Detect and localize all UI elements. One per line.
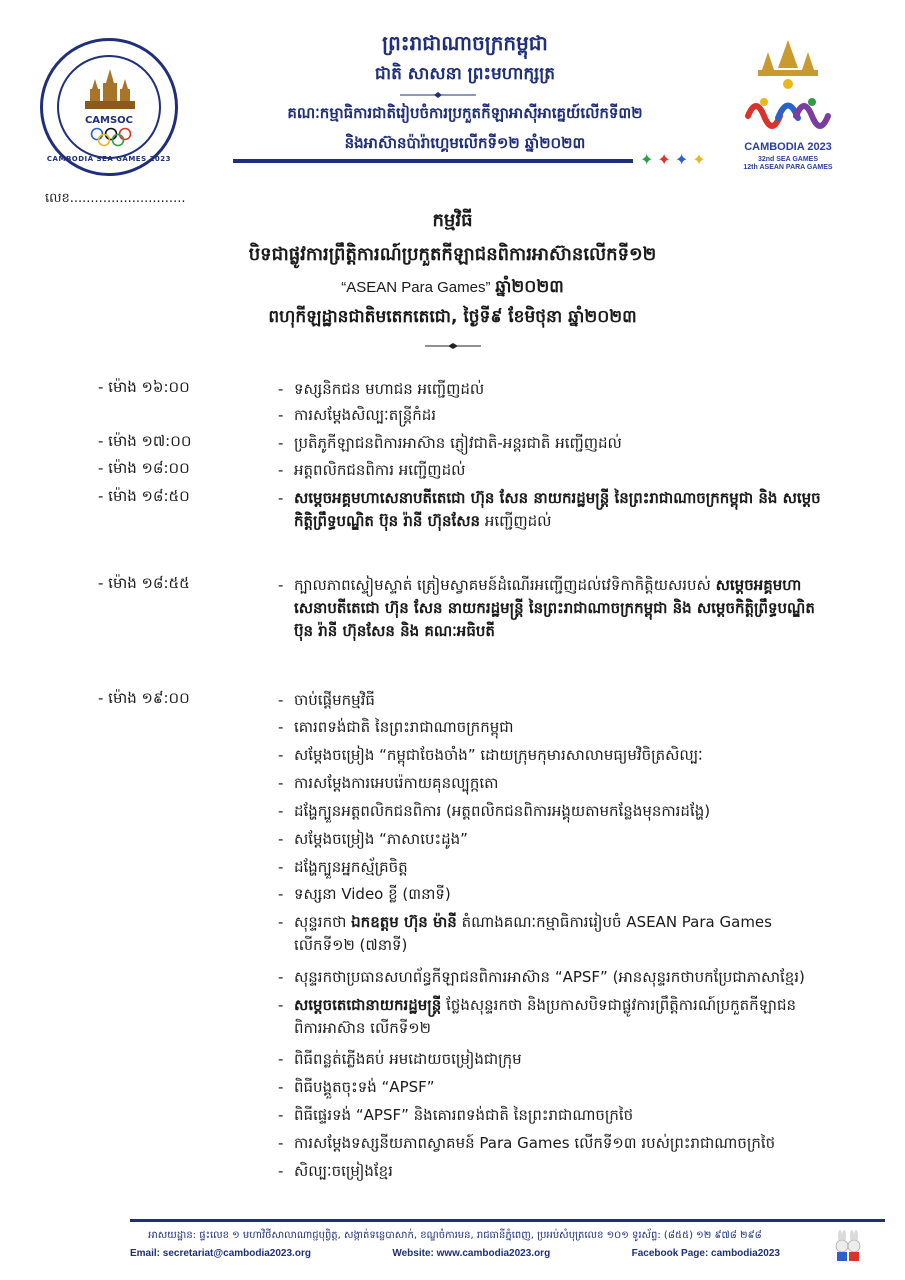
event-english-name: “ASEAN Para Games” [341,279,491,296]
program-item: - សម្តែងចម្រៀង “កម្ពុជាចែងចាំង” ដោយក្រុមកុមារសាលាមធ្យមវិចិត្រសិល្បៈ [278,746,703,764]
program-item: - អត្តពលិកជនពិការ អញ្ជើញដល់ [278,461,466,479]
games-logo-title: CAMBODIA 2023 [744,141,832,153]
reference-number: លេខ............................ [45,191,186,206]
dignitary-names: សម្តេចអគ្គមហាសេនាបតីតេជោ ហ៊ុន សែន នាយករដ្ឋមន្ត្រី នៃព្រះរាជាណាចក្រកម្ពុជា និង សម្តេចកិត្តិព្រឹទ្ធបណ្ឌិត ប៊ុន រ៉ានី ហ៊ុនសែន និង គណៈអធិបតី [294,576,815,640]
event-title: បិទជាផ្លូវការព្រឹត្តិការណ៍ប្រកួតកីឡាជនពិការអាស៊ានលើកទី១២ [248,244,657,265]
angkor-temple-icon [83,67,137,111]
time-slot: - ម៉ោង ១៨:៥៥ [98,574,190,592]
program-item: - សុន្ទរកថា ឯកឧត្តម ហ៊ុន ម៉ានី តំណាងគណៈកម្មាធិការរៀបចំ ASEAN Para Games លើកទី១២ (៧នាទី) [278,913,772,954]
rabbit-mascots-icon [828,1228,864,1264]
footer-address: អាសយដ្ឋាន: ផ្ទះលេខ ១ មហាវិថីសាលាណាជ្ជបុព្វិត្ត, សង្កាត់ទន្លេបាសាក់, ខណ្ឌចំការមន, រាជធានីភ្នំពេញ, ប្រអប់សំបុត្រលេខ ១០១ ទូរស័ព្ទ: (៨៥៥) ១២ ៩៧៨ ២៩៨ [148,1230,762,1241]
title-ornament-icon [425,343,481,349]
program-item: - ពិធីបង្គួតចុះទង់ “APSF” [278,1078,435,1096]
program-item: - ទស្សនា Video ខ្លី (៣នាទី) [278,885,451,903]
kingdom-title: ព្រះរាជាណាចក្រកម្ពុជា [382,31,548,55]
games-logo-subtitle [738,156,838,172]
camsoc-logo [40,38,178,176]
speaker-name: សម្តេចតេជោនាយករដ្ឋមន្ត្រី [294,996,442,1014]
program-item: - សម្តេចអគ្គមហាសេនាបតីតេជោ ហ៊ុន សែន នាយករដ្ឋមន្ត្រី នៃព្រះរាជាណាចក្រកម្ពុជា និង សម្តេចកិត្តិព្រឹទ្ធបណ្ឌិត ប៊ុន រ៉ានី ហ៊ុនសែន អញ្ជើញដល់ [278,489,821,530]
games-logo-sub2: 12th ASEAN PARA GAMES [743,164,833,171]
time-slot: - ម៉ោង ១៦:០០ [98,378,190,396]
speaker-name: ឯកឧត្តម ហ៊ុន ម៉ានី [351,913,457,931]
time-slot: - ម៉ោង ១៧:០០ [98,432,192,450]
program-item: - ពិធីពន្លត់ភ្លើងគប់ អមដោយចម្រៀងជាក្រុម [278,1050,522,1068]
sea-games-emblem-icon [738,38,838,138]
national-motto: ជាតិ សាសនា ព្រះមហាក្សត្រ [374,64,556,84]
program-item: - ការសម្តែងទស្សនីយភាពស្វាគមន៍ Para Games លើកទី១៣ របស់ព្រះរាជាណាចក្រថៃ [278,1134,776,1152]
footer-email: Email: secretariat@cambodia2023.org [130,1248,311,1259]
event-venue-date: ពហុកីឡដ្ឋានជាតិមតេកតេជោ, ថ្ងៃទី៩ ខែមិថុនា ឆ្នាំ២០២៣ [268,307,637,327]
committee-line-2: និងអាស៊ានប៉ារ៉ាហ្គេមលើកទី១២ ឆ្នាំ២០២៣ [344,134,586,152]
event-year: ឆ្នាំ២០២៣ [495,277,564,297]
footer-contacts [130,1248,780,1259]
games-logo-sub1: 32nd SEA GAMES [757,156,819,163]
program-item: - សម្តែងចម្រៀង “ភាសាបេះដូង” [278,830,468,848]
footer-divider [130,1219,885,1222]
decorative-stars [640,150,710,169]
camsoc-arc-label: CAMBODIA SEA GAMES 2023 [46,155,172,163]
camsoc-label: CAMSOC [84,115,134,126]
program-item: - សុន្ទរកថាប្រធានសហព័ន្ធកីឡាជនពិការអាស៊ាន “APSF” (អានសុន្ទរកថាបកប្រែជាភាសាខ្មែរ) [278,968,805,986]
star-icon: ✦ [640,150,658,169]
event-subtitle [0,276,905,301]
time-slot: - ម៉ោង ១៨:៥០ [98,487,190,505]
time-slot: - ម៉ោង ១៨:០០ [98,459,190,477]
program-item: - ពិធីផ្ទេរទង់ “APSF” និងគោរពទង់ជាតិ នៃព្រះរាជាណាចក្រថៃ [278,1106,634,1124]
program-item: - សិល្បៈចម្រៀងខ្មែរ [278,1162,393,1180]
program-item: - ក្បាលភាពស្ទៀមស្ទាត់ ត្រៀមស្វាគមន៍ដំណើរអញ្ជើញដល់វេទិកាកិត្តិយសរបស់ សម្តេចអគ្គមហាសេនាបតីតេជោ ហ៊ុន សែន នាយករដ្ឋមន្ត្រី នៃព្រះរាជាណាចក្រកម្ពុជា និង សម្តេចកិត្តិព្រឹទ្ធបណ្ឌិត ប៊ុន រ៉ានី ហ៊ុនសែន និង គណៈអធិបតី [278,576,815,640]
program-item: - គោរពទង់ជាតិ នៃព្រះរាជាណាចក្រកម្ពុជា [278,718,514,736]
program-item: - ចាប់ផ្តើមកម្មវិធី [278,691,375,709]
olympic-rings-icon [89,127,133,147]
time-slot: - ម៉ោង ១៩:០០ [98,689,190,707]
program-item: - ការសម្តែងសិល្បៈតន្ត្រីកំដរ [278,406,437,424]
star-icon: ✦ [657,150,675,169]
program-item: - ប្រតិភូកីឡាជនពិការអាស៊ាន ភ្ញៀវជាតិ-អន្តរជាតិ អញ្ជើញដល់ [278,434,622,452]
star-icon: ✦ [692,150,710,169]
committee-line-1: គណៈកម្មាធិការជាតិរៀបចំការប្រកួតកីឡាអាស៊ីអាគ្នេយ៍លើកទី៣២ [287,104,643,122]
program-heading: កម្មវិធី [432,210,473,231]
header-divider [233,159,633,163]
program-item: - ដង្ហែក្បួនអ្នកស្ម័គ្រចិត្ត [278,858,408,876]
sea-games-2023-logo [738,38,838,178]
program-item: - សម្តេចតេជោនាយករដ្ឋមន្ត្រី ថ្លែងសុន្ទរកថា និងប្រកាសបិទជាផ្លូវការព្រឹត្តិការណ៍ប្រកួតកីឡាជនពិការអាស៊ាន លើកទី១២ [278,996,797,1037]
footer-website: Website: www.cambodia2023.org [392,1248,551,1259]
program-item: - ទស្សនិកជន មហាជន អញ្ជើញដល់ [278,380,485,398]
footer-facebook: Facebook Page: cambodia2023 [631,1248,780,1259]
motto-ornament-icon [400,92,476,98]
star-icon: ✦ [674,150,693,169]
program-item: - ដង្ហែក្បួនអត្តពលិកជនពិការ (អត្តពលិកជនពិការអង្គុយតាមកន្លែងមុនការដង្ហែ) [278,802,711,820]
dignitary-names: សម្តេចអគ្គមហាសេនាបតីតេជោ ហ៊ុន សែន នាយករដ្ឋមន្ត្រី នៃព្រះរាជាណាចក្រកម្ពុជា និង សម្តេចកិត្តិព្រឹទ្ធបណ្ឌិត ប៊ុន រ៉ានី ហ៊ុនសែន [294,489,821,530]
program-item: - ការសម្តែងការអេបរ៉េកាយគុនល្បុក្កតោ [278,774,499,792]
